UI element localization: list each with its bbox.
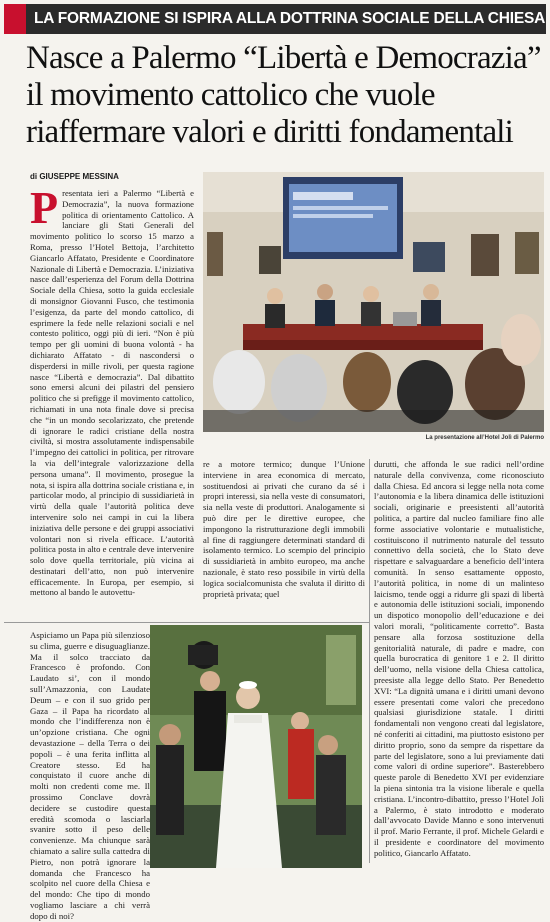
column-divider	[369, 459, 370, 863]
conference-photo	[203, 172, 544, 432]
pope-photo	[150, 625, 362, 868]
sidebar-column-pope: Aspiciamo un Papa più silenzioso su clima, guerre e disuguaglianze. Ma il solco tracciato da Francesco è profondo. Con Laudato si’, con il mondo sull’Amazzonia, con Laudate Deum – e con il suo grido per Gaza – il Papa ha ricordato al mondo che l’indifferenza non è un’opzione cristiana. Che ogni devastazione – della Terra o dei popoli – è una ferita inflitta al Creatore stesso. Ed ha conquistato il cuore anche di molti non credenti come me. Il prossimo Conclave dovrà decidere se custodire questa eredità scomoda o lasciarla svanire sotto il peso delle convenienze. Ma chiunque sarà chiamato a salire sulla cattedra di Pietro, non potrà ignorare la domanda che Francesco ha scolpito nel cuore della Chiesa e del mondo: Che tipo di mondo vogliamo lasciare a chi verrà dopo di noi?	[30, 630, 150, 921]
byline: di GIUSEPPE MESSINA	[30, 172, 119, 181]
headline	[26, 40, 546, 151]
article-column-1	[30, 182, 194, 618]
section-kicker-bar	[4, 4, 546, 34]
pope-photo-illustration	[150, 625, 362, 868]
headline-line-3: riaffermare valori e diritti fondamentali	[26, 114, 514, 150]
section-divider	[4, 622, 370, 623]
article-column-3: durutti, che affonda le sue radici nell’ordine naturale della convivenza, come riconosciuto dalla Chiesa. Ed ancora si legge nella nota come l’autonomia e la libera dinamica delle istituzioni sociali, originarie e preesistenti all’autorità politica, a partire dal nucleo familiare fino alle forme associative volontarie e mutualistiche, costituiscono il nutrimento naturale del tessuto connettivo della società, che lo Stato deve rispettare e salvaguardare a beneficio dell’intera comunità. In senso esattamente opposto, l’autorità politica, in nome di un malinteso laicismo, tende oggi a ridurre gli spazi di libertà e autonomia delle istituzioni sociali, imponendo un dispotico monopolio dell’educazione e dei valori morali, “politicamente corretto”. Basta pensare alla forzosa sostituzione della genitorialità naturale, di padre e madre, con quella burocratica di genitore 1 e 2. Il diritto dell’uomo, nella visione della Chiesa cattolica, preesiste alla legge dello Stato. Per Benedetto XVI: “La dignità umana e i diritti umani devono essere presentati come valori che precedono qualsiasi giurisdizione statale. I diritti fondamentali non vengono creati dal legislatore, né conferiti ai cittadini, ma piuttosto esistono per diritto proprio, sono da sempre da rispettare da parte del legislatore, sono a lui previamente dati come valori di ordine superiore”. Basterebbero queste parole di Benedetto XVI per evidenziare la piena sintonia tra la visione liberale e quella cristiana. L’incontro-dibattito, presso l’Hotel Jolì a Palermo, è stato introdotto e moderato dall’avvocato Davide Manno e sono intervenuti il prof. Mario Ferrante, il prof. Michele Gelardi e il presidente e coordinatore del movimento politico, Giancarlo Affatato.	[374, 459, 544, 858]
headline-line-2: il movimento cattolico che vuole	[26, 77, 435, 113]
headline-line-1: Nasce a Palermo “Libertà e Democrazia”	[26, 40, 541, 76]
kicker-accent-block	[4, 4, 26, 34]
photo-caption: La presentazione all’Hotel Jolì di Palermo	[425, 435, 544, 441]
drop-cap: P	[30, 182, 59, 233]
section-kicker: LA FORMAZIONE SI ISPIRA ALLA DOTTRINA SOCIALE DELLA CHIESA	[26, 4, 546, 34]
article-column-2: re a motore termico; dunque l’Unione interviene in area economica di mercato, sostituendosi ai privati che curano da sé i propri interessi, sia nella veste di consumatori, sia nella veste di produttori. Analogamente si può dire per le direttive europee, che impongono la ristrutturazione degli immobili al fine di raggiungere determinati standard di isolamento termico. Lo scempio del principio di sussidiarietà in ambito europeo, ma anche nazionale, è stato reso possibile in virtù della logica socialcomunista che svaluta il diritto di proprietà privata; quel	[203, 459, 365, 599]
article-column-1-text: resentata ieri a Palermo “Libertà e Democrazia”, la nuova formazione politica di orientamento Cattolico. A lanciare gli Stati Generali del movimento politico lo scorso 15 marzo a Roma, presso l’Hotel Bettoja, l’architetto Giancarlo Affatato, Presidente e Coordinatore Nazionale di Libertà e Democrazia. L’iniziativa nasce dall’esperienza del Forum della Dottrina Sociale della Chiesa, sotto la guida ecclesiale di monsignor Giovanni Fusco, che testimonia l’esigenza, da parte del mondo cattolico, di esprimere la fede nelle relazioni sociali e nel contesto politico, oggi più di ieri. “Non è più tempo per gli uomini di buona volontà - ha dichiarato Affatato - di nascondersi o disperdersi in mille rivoli, per questa ragione nasce “Libertà e democrazia”. Dal dibattito sono emersi alcuni dei pilastri del pensiero politico che si prefigge il movimento cattolico, richiamati in una nota finale dove si precisa che “in un mondo secolarizzato, che pretende di ignorare le radici cristiane della nostra civiltà, si mostra assolutamente indispensabile l’impegno dei cattolici in politica, per ritrovare la via dell’integrale valorizzazione della persona umana”. Il movimento, prosegue la nota, si ispira alla dottrina sociale cristiana e, in particolar modo, al principio di sussidiarietà in virtù della quale l’autorità politica deve intervenire solo nei campi in cui la libera iniziativa delle persone e dei gruppi associativi volontari non si rivela efficace. L’autorità politica posta in alto e centrale deve intervenire solo dove quella territoriale, più vicina ai destinatari dell’atto, non può intervenire efficacemente. In Europa, per esempio, si mettono al bando le autovettu-	[30, 188, 194, 598]
conference-photo-illustration	[203, 172, 544, 432]
